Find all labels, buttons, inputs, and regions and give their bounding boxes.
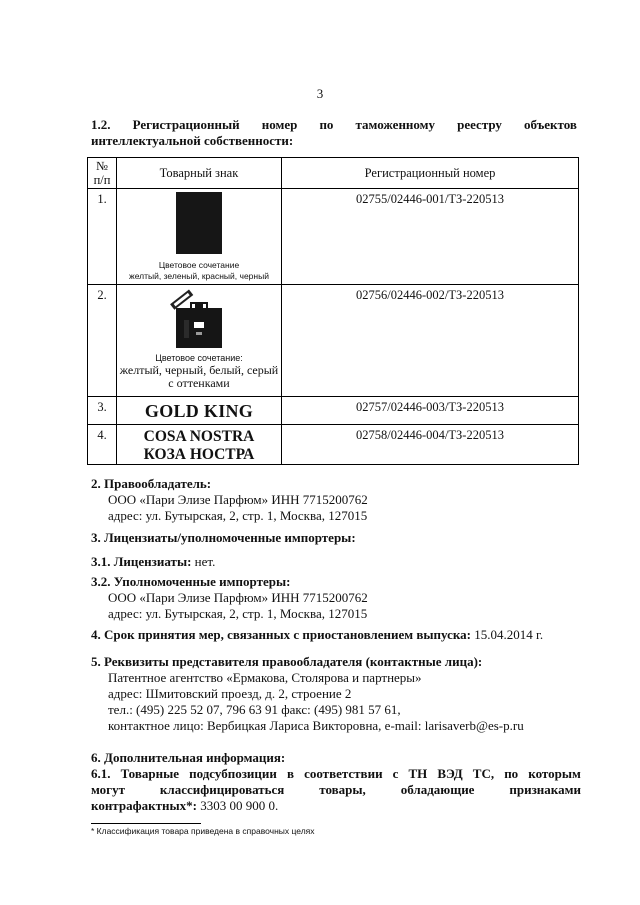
- word-mark: КОЗА НОСТРА: [143, 446, 255, 463]
- text-line: ООО «Пари Элизе Парфюм» ИНН 7715200762: [108, 590, 368, 605]
- text-word: признаками: [509, 782, 581, 797]
- text-word: ВЭД: [437, 766, 463, 781]
- section-title: 2. Правообладатель:: [91, 476, 212, 491]
- heading-word: 1.2.: [91, 117, 111, 132]
- text-word: товары,: [319, 782, 366, 797]
- section-3-1: [91, 554, 581, 570]
- text-word: которым: [528, 766, 581, 781]
- footnote: * Классификация товара приведена в справочных целях: [91, 826, 315, 836]
- heading-word: объектов: [524, 117, 577, 132]
- header-mark: Товарный знак: [117, 158, 282, 189]
- heading-word: таможенному: [355, 117, 436, 132]
- heading-line-1: [91, 117, 577, 133]
- section-6-1: [91, 766, 581, 814]
- text-line: адрес: ул. Бутырская, 2, стр. 1, Москва, 127015: [108, 606, 368, 621]
- text-word: обладающие: [400, 782, 475, 797]
- text-line: адрес: ул. Бутырская, 2, стр. 1, Москва, 127015: [108, 508, 368, 523]
- registration-number: 02758/02446-004/ТЗ-220513: [282, 425, 579, 465]
- registration-number: 02757/02446-003/ТЗ-220513: [282, 397, 579, 425]
- row-number: 1.: [88, 189, 117, 285]
- table-row: [88, 397, 579, 425]
- registration-number: 02756/02446-002/ТЗ-220513: [282, 285, 579, 397]
- section-6: [91, 750, 581, 766]
- section-label: 4. Срок принятия мер, связанных с приостановлением выпуска:: [91, 627, 471, 642]
- section-5: [91, 654, 591, 734]
- heading-line-2: интеллектуальной собственности:: [91, 133, 294, 148]
- row-number: 3.: [88, 397, 117, 425]
- text-line: тел.: (495) 225 52 07, 796 63 91 факс: (495) 981 57 61,: [108, 702, 401, 717]
- text-word: с: [392, 766, 399, 781]
- text-line: Патентное агентство «Ермакова, Столярова и партнеры»: [108, 670, 422, 685]
- text-word: ТН: [408, 766, 428, 781]
- registration-table: [87, 157, 579, 465]
- heading-word: Регистрационный: [132, 117, 240, 132]
- section-2: [91, 476, 581, 524]
- text-line: [91, 766, 581, 782]
- word-mark: GOLD KING: [144, 401, 254, 421]
- section-3: [91, 530, 581, 546]
- color-note: желтый, черный, белый, серый: [119, 363, 279, 377]
- trademark-image-dark-label: [176, 192, 222, 254]
- section-3-2: [91, 574, 581, 622]
- text-word: 6.1.: [91, 766, 111, 781]
- color-note: желтый, зеленый, красный, черный: [129, 271, 269, 281]
- footnote-divider: [91, 823, 201, 824]
- text-word: по: [504, 766, 519, 781]
- trademark-cell: [117, 397, 282, 425]
- text-word: классифицироваться: [159, 782, 285, 797]
- table-row: [88, 285, 579, 397]
- text-word: подсубпозиции: [189, 766, 277, 781]
- text-word: соответствии: [304, 766, 383, 781]
- trademark-cell: [117, 189, 282, 285]
- header-num: № п/п: [88, 158, 117, 189]
- section-title: 5. Реквизиты представителя правообладателя (контактные лица):: [91, 654, 483, 669]
- section-1-2-heading: [91, 117, 577, 149]
- color-note: с оттенками: [168, 376, 230, 390]
- header-regno: Регистрационный номер: [282, 158, 579, 189]
- section-4: [91, 627, 591, 643]
- row-number: 2.: [88, 285, 117, 397]
- trademark-cell: [117, 285, 282, 397]
- text-word: ТС,: [472, 766, 495, 781]
- color-note: Цветовое сочетание:: [155, 353, 243, 363]
- text-line: контактное лицо: Вербицкая Лариса Викторовна, e-mail: larisaverb@es-p.ru: [108, 718, 524, 733]
- text-word: могут: [91, 782, 125, 797]
- text-line: [91, 782, 581, 798]
- table-header-row: [88, 158, 579, 189]
- section-title: 3.2. Уполномоченные импортеры:: [91, 574, 291, 589]
- section-label: 3.1. Лицензиаты:: [91, 554, 192, 569]
- table-row: [88, 425, 579, 465]
- table-row: [88, 189, 579, 285]
- section-value: нет.: [191, 554, 216, 569]
- text-word: Товарные: [120, 766, 180, 781]
- text-line: адрес: Шмитовский проезд, д. 2, строение 2: [108, 686, 352, 701]
- section-title: 3. Лицензиаты/уполномоченные импортеры:: [91, 530, 356, 545]
- section-title: 6. Дополнительная информация:: [91, 750, 286, 765]
- section-value: 15.04.2014 г.: [471, 627, 544, 642]
- word-mark: COSA NOSTRA: [143, 428, 255, 445]
- text-line: ООО «Пари Элизе Парфюм» ИНН 7715200762: [108, 492, 368, 507]
- heading-word: по: [319, 117, 334, 132]
- heading-word: реестру: [457, 117, 502, 132]
- text-word: в: [286, 766, 294, 781]
- trademark-cell: [117, 425, 282, 465]
- text-line: [91, 798, 581, 814]
- page-number: 3: [316, 86, 324, 101]
- row-number: 4.: [88, 425, 117, 465]
- section-value: 3303 00 900 0.: [196, 798, 279, 813]
- color-note: Цветовое сочетание: [158, 260, 240, 270]
- registration-number: 02755/02446-001/ТЗ-220513: [282, 189, 579, 285]
- heading-word: номер: [261, 117, 298, 132]
- section-label: контрафактных*:: [91, 798, 197, 813]
- trademark-image-package: [164, 288, 234, 350]
